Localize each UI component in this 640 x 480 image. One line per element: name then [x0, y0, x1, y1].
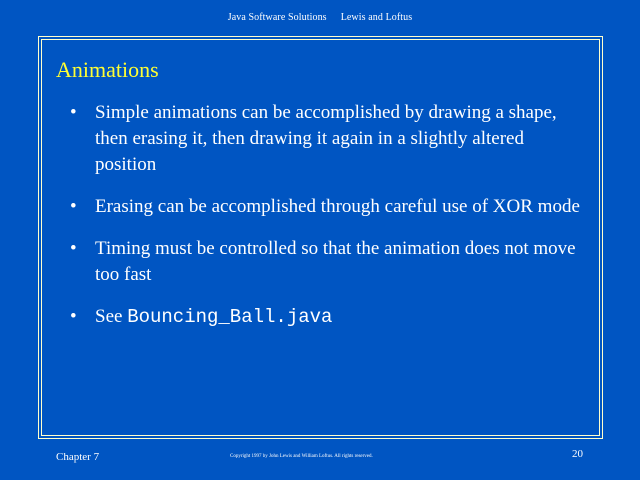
bullet-item [70, 236, 580, 288]
bullet-marker: • [70, 238, 77, 259]
chapter-label: Chapter 7 [56, 451, 100, 463]
bullet-text: Erasing can be accomplished through careful use of XOR mode [95, 196, 580, 217]
bullet-item [70, 194, 580, 220]
slide-title: Animations [56, 57, 159, 82]
code-filename: Bouncing_Ball.java [127, 306, 333, 328]
bullet-text: Simple animations can be accomplished by drawing a shape, then erasing it, then drawing it again in a slightly altered position [95, 102, 557, 175]
bullet-text: Timing must be controlled so that the animation does not move too fast [95, 238, 576, 285]
slide-header [0, 12, 640, 23]
bullet-text-prefix: See [95, 306, 128, 327]
bullet-item [70, 304, 580, 330]
authors: Lewis and Loftus [340, 12, 413, 23]
bullet-marker: • [70, 306, 77, 327]
copyright-notice: Copyright 1997 by John Lewis and William Loftus. All rights reserved. [230, 454, 373, 459]
bullet-marker: • [70, 196, 77, 217]
bullet-item [70, 100, 580, 178]
bullet-marker: • [70, 102, 77, 123]
bullet-list [70, 100, 580, 346]
book-title: Java Software Solutions [227, 12, 327, 23]
page-number: 20 [572, 448, 583, 460]
